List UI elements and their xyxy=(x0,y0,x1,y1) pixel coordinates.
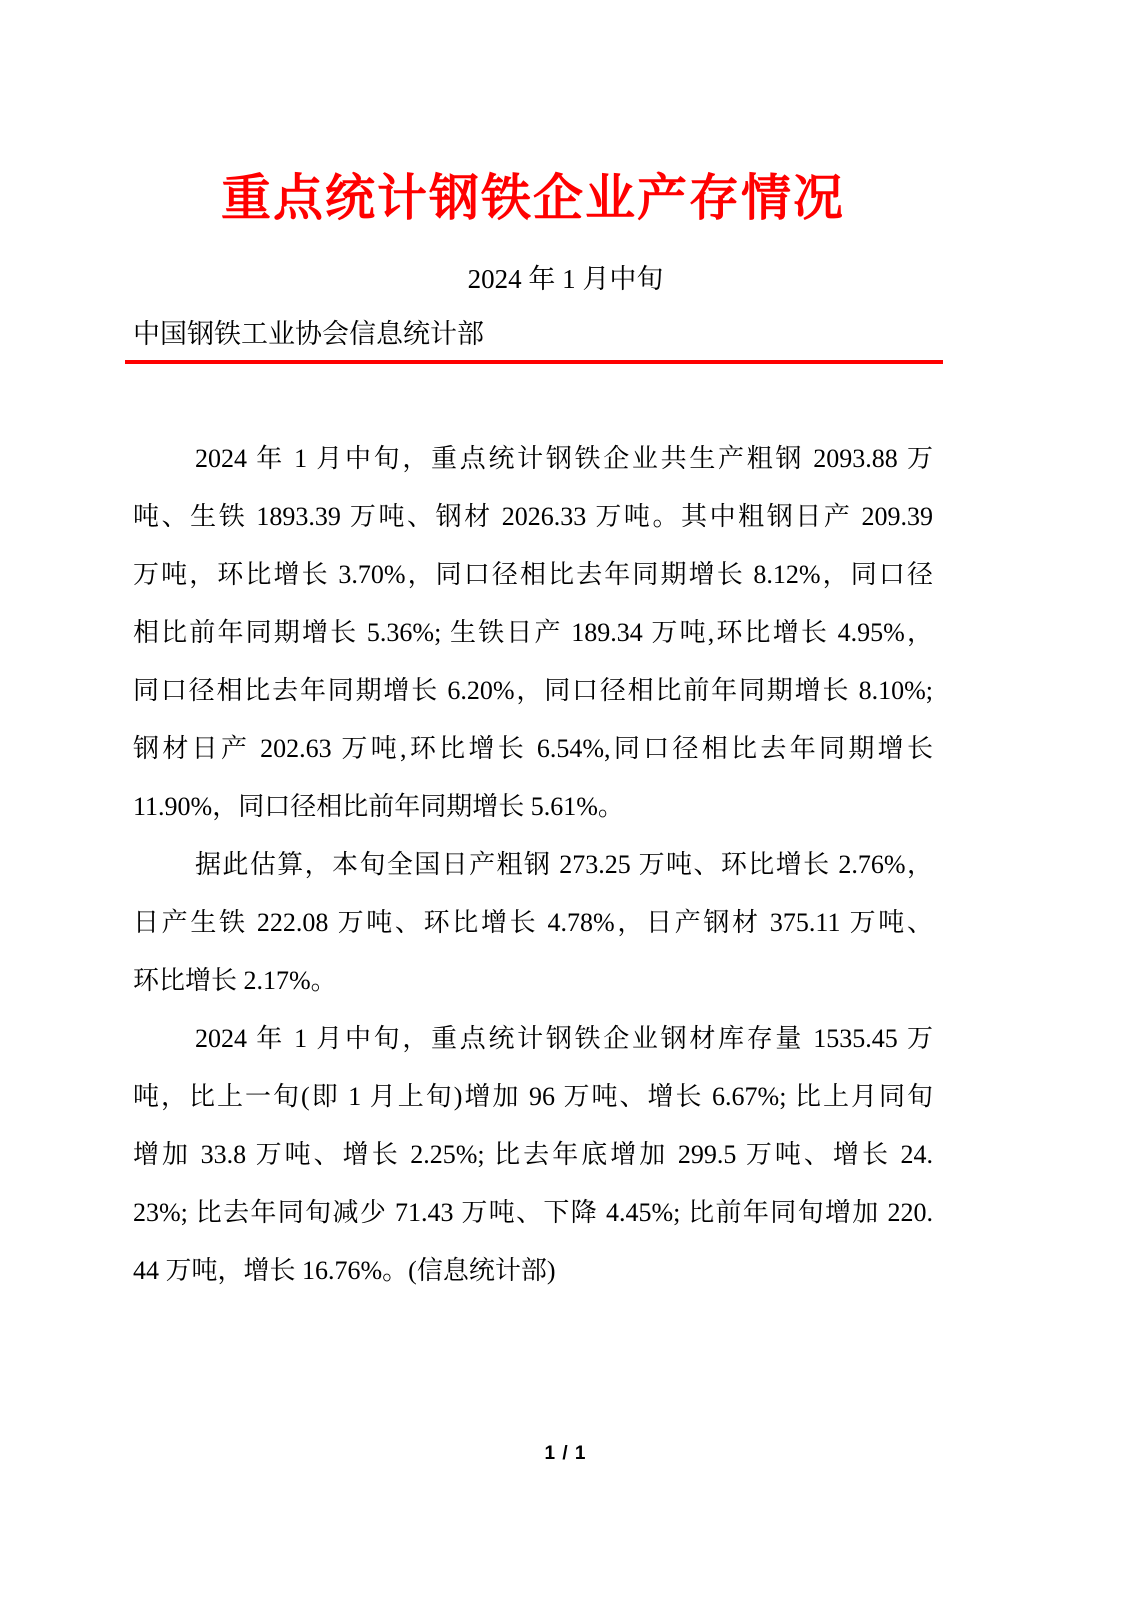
text-line: 同口径相比去年同期增长 6.20%，同口径相比前年同期增长 8.10%; xyxy=(133,676,933,705)
text-line: 增加 33.8 万吨、增长 2.25%; 比去年底增加 299.5 万吨、增长 24. xyxy=(133,1140,933,1169)
red-divider-rule xyxy=(125,360,943,364)
text-line: 相比前年同期增长 5.36%; 生铁日产 189.34 万吨,环比增长 4.95%， xyxy=(133,618,933,647)
text-line: 吨，比上一旬(即 1 月上旬)增加 96 万吨、增长 6.67%; 比上月同旬 xyxy=(133,1082,933,1111)
text-line: 环比增长 2.17%。 xyxy=(133,966,337,995)
paragraph xyxy=(133,430,933,836)
text-line: 吨、生铁 1893.39 万吨、钢材 2026.33 万吨。其中粗钢日产 209.39 xyxy=(133,502,933,531)
text-line: 钢材日产 202.63 万吨,环比增长 6.54%,同口径相比去年同期增长 xyxy=(133,734,933,763)
paragraph xyxy=(133,836,933,1010)
text-line: 11.90%，同口径相比前年同期增长 5.61%。 xyxy=(133,792,624,821)
text-line: 2024 年 1 月中旬，重点统计钢铁企业共生产粗钢 2093.88 万 xyxy=(195,444,933,473)
page-number: 1 / 1 xyxy=(544,1443,587,1464)
text-line: 23%; 比去年同旬减少 71.43 万吨、下降 4.45%; 比前年同旬增加 220. xyxy=(133,1198,933,1227)
text-line: 44 万吨，增长 16.76%。(信息统计部) xyxy=(133,1256,556,1285)
text-line: 万吨，环比增长 3.70%，同口径相比去年同期增长 8.12%，同口径 xyxy=(133,560,933,589)
document-title: 重点统计钢铁企业产存情况 xyxy=(221,170,845,226)
body-paragraphs xyxy=(133,430,933,1300)
organization-name: 中国钢铁工业协会信息统计部 xyxy=(133,319,484,349)
text-line: 据此估算，本旬全国日产粗钢 273.25 万吨、环比增长 2.76%， xyxy=(195,850,933,879)
paragraph xyxy=(133,1010,933,1300)
text-line: 2024 年 1 月中旬，重点统计钢铁企业钢材库存量 1535.45 万 xyxy=(195,1024,933,1053)
document-subtitle: 2024 年 1 月中旬 xyxy=(467,264,664,294)
text-line: 日产生铁 222.08 万吨、环比增长 4.78%，日产钢材 375.11 万吨、 xyxy=(133,908,933,937)
